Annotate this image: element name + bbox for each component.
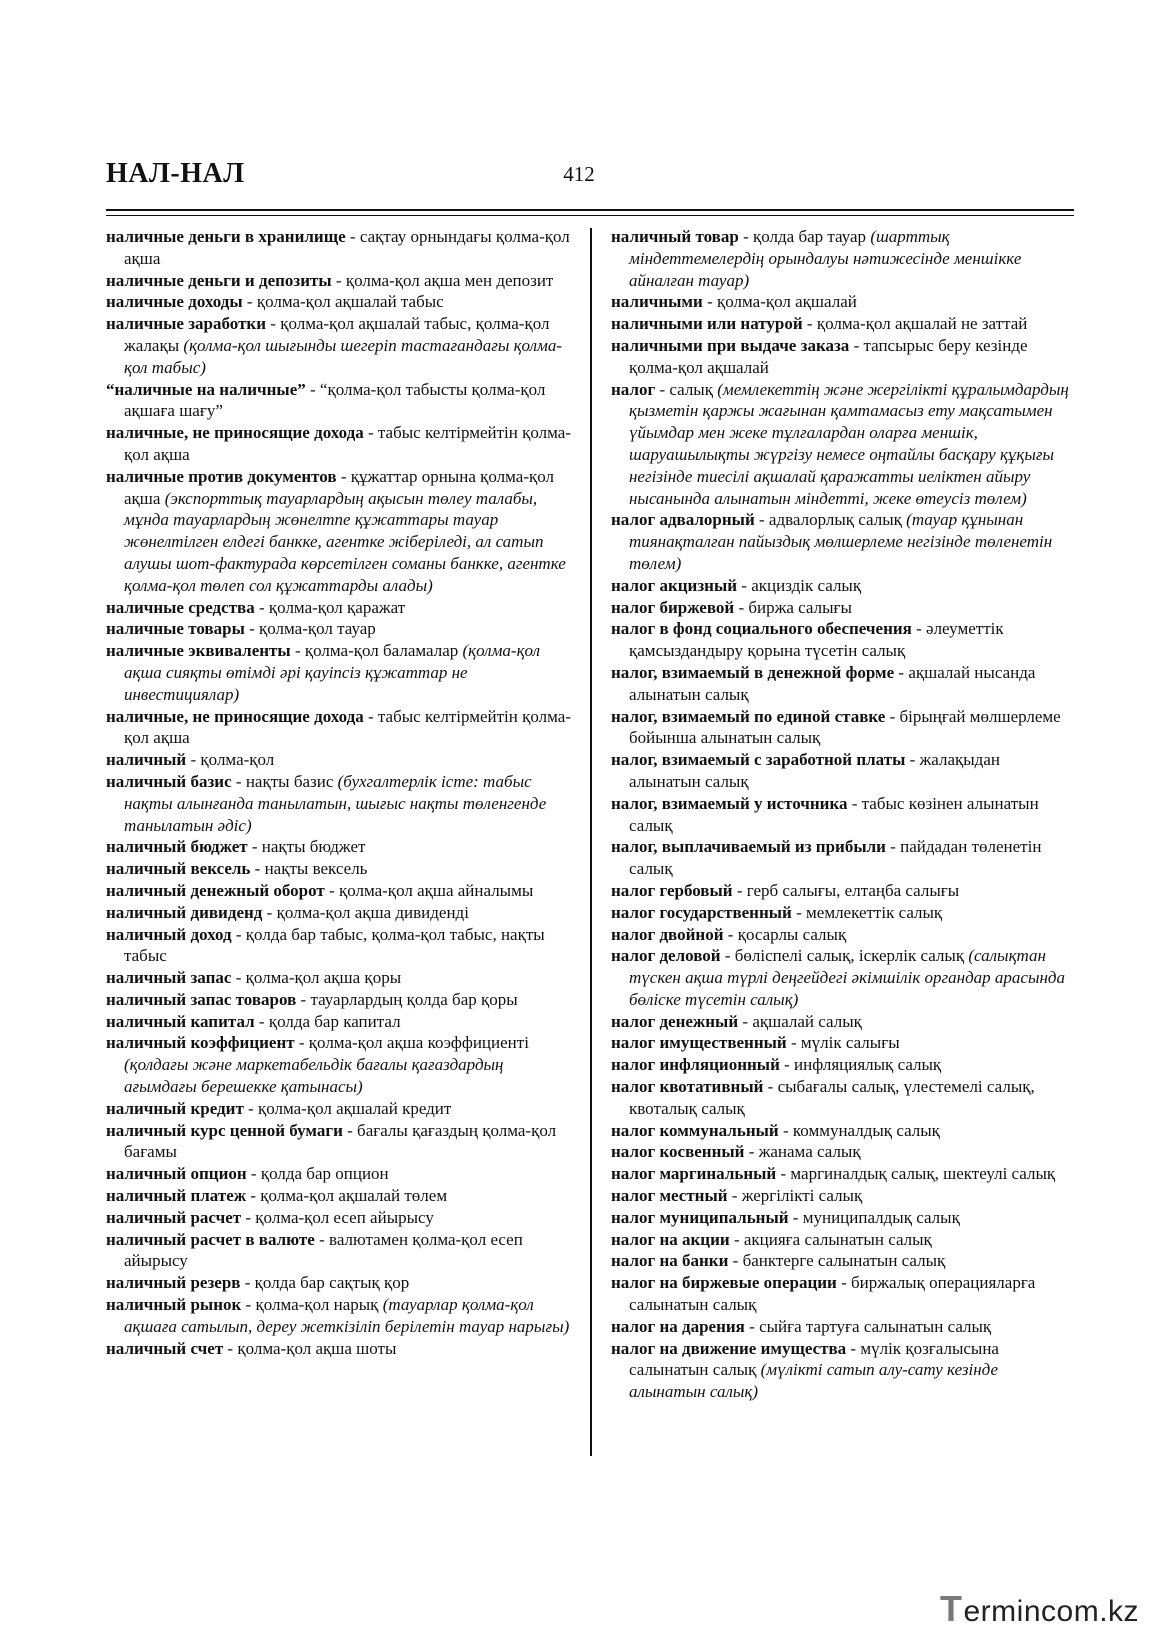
entry-definition: қолма-қол нарық xyxy=(255,1295,379,1315)
entry-term: наличные средства xyxy=(106,597,255,617)
entry-term: налог, выплачиваемый из прибыли xyxy=(611,837,886,857)
dictionary-entry: наличный платеж - қолма-қол ақшалай төлем xyxy=(106,1186,448,1206)
dictionary-entry: налог биржевой - биржа салығы xyxy=(611,597,852,617)
dictionary-entry: наличный кредит - қолма-қол ақшалай кредит xyxy=(106,1098,452,1118)
dictionary-entry: налог деловой - бөліспелі салық, іскерлік салық (салықтан түскен ақша түрлі деңгейдегі әкімшілік органдар арасында бөліске түсетін салық) xyxy=(611,946,1066,1009)
dictionary-entry: наличными или натурой - қолма-қол ақшалай не заттай xyxy=(611,314,1028,334)
entry-term: налог муниципальный xyxy=(611,1207,789,1227)
entry-term: наличные доходы xyxy=(106,292,243,312)
entry-term: налог местный xyxy=(611,1186,728,1206)
entry-definition: табыс келтірмейтін қолма-қол ақша xyxy=(124,706,571,748)
dictionary-entry: наличный денежный оборот - қолма-қол ақша айналымы xyxy=(106,880,534,900)
entry-definition: қолма-қол ақшалай не заттай xyxy=(816,314,1028,334)
entry-definition: маргиналдық салық, шектеулі салық xyxy=(790,1164,1056,1184)
entry-term: налог в фонд социального обеспечения xyxy=(611,619,912,639)
dictionary-entry: налог в фонд социального обеспечения - әлеуметтік қамсыздандыру қорына түсетін салық xyxy=(611,619,1004,661)
dictionary-entry: наличный товар - қолда бар тауар (шарттық міндеттемелердің орындалуы нәтижесінде меншікке айналған тауар) xyxy=(611,227,1022,290)
entry-term: налог на дарения xyxy=(611,1316,745,1336)
entry-definition: “қолма-қол табысты қолма-қол ақшаға шағу” xyxy=(124,379,546,421)
entry-term: налог инфляционный xyxy=(611,1055,780,1075)
entry-term: наличный xyxy=(106,750,187,770)
entry-definition: қолма-қол баламалар xyxy=(304,641,459,661)
entry-term: наличный базис xyxy=(106,771,232,791)
entry-definition: ақшалай нысанда алынатын салық xyxy=(629,662,1036,704)
entry-term: налог на движение имущества xyxy=(611,1338,847,1358)
dictionary-entry: наличный рынок - қолма-қол нарық (тауарлар қолма-қол ақшаға сатылып, дереу жеткізіліп берілетін тауар нарығы) xyxy=(106,1295,570,1336)
entry-definition: нақты вексель xyxy=(264,859,368,879)
entry-term: налог государственный xyxy=(611,902,792,922)
entry-term: налог косвенный xyxy=(611,1142,745,1162)
dictionary-entry: наличный расчет - қолма-қол есеп айырысу xyxy=(106,1207,434,1227)
dictionary-entry: наличный запас - қолма-қол ақша қоры xyxy=(106,968,402,988)
entry-definition: қолда бар опцион xyxy=(260,1164,389,1184)
entry-term: налог маргинальный xyxy=(611,1164,777,1184)
entry-term: наличными xyxy=(611,292,703,312)
dictionary-entry: налог коммунальный - коммуналдық салық xyxy=(611,1120,940,1140)
header-rule-thick xyxy=(106,209,1074,211)
entry-term: наличными при выдаче заказа xyxy=(611,335,850,355)
page-number: 412 xyxy=(563,162,595,186)
entry-term: наличный коэффициент xyxy=(106,1033,295,1053)
entry-definition: нақты бюджет xyxy=(261,837,366,857)
entry-term: наличный опцион xyxy=(106,1164,247,1184)
entry-term: налог двойной xyxy=(611,924,724,944)
entry-term: наличный резерв xyxy=(106,1273,241,1293)
dictionary-entry: наличный доход - қолда бар табыс, қолма-қол табыс, нақты табыс xyxy=(106,924,545,966)
entry-definition: мемлекеттік салық xyxy=(806,902,943,922)
entry-term: налог, взимаемый у источника xyxy=(611,793,848,813)
entry-definition: ақшалай салық xyxy=(752,1011,862,1031)
entry-definition: қолда бар капитал xyxy=(268,1011,401,1031)
entry-note: (мүлікті сатып алу-сату кезінде алынатын салық) xyxy=(629,1360,999,1402)
entry-term: налог адвалорный xyxy=(611,510,755,530)
dictionary-entry: налог квотативный - сыбағалы салық, үлестемелі салық, квоталық салық xyxy=(611,1077,1035,1118)
dictionary-entry: налог гербовый - герб салығы, елтаңба салығы xyxy=(611,880,960,900)
entry-term: наличный капитал xyxy=(106,1011,255,1031)
entry-term: наличный расчет в валюте xyxy=(106,1229,315,1249)
entry-definition: валютамен қолма-қол есеп айырысу xyxy=(124,1229,523,1271)
entry-definition: қолма-қол xyxy=(200,750,275,770)
dictionary-entry: наличные средства - қолма-қол қаражат xyxy=(106,597,406,617)
entry-definition: қолда бар тауар xyxy=(753,227,867,246)
dictionary-entry: наличными - қолма-қол ақшалай xyxy=(611,292,857,312)
dictionary-entry: налог имущественный - мүлік салығы xyxy=(611,1033,900,1053)
dictionary-entry: наличный вексель - нақты вексель xyxy=(106,859,368,879)
entry-term: наличный запас xyxy=(106,968,232,988)
left-column xyxy=(106,226,574,1359)
entry-term: налог имущественный xyxy=(611,1033,787,1053)
entry-term: наличный платеж xyxy=(106,1186,247,1206)
dictionary-entry: наличный - қолма-қол xyxy=(106,750,275,770)
dictionary-entry: наличный запас товаров - тауарлардың қолда бар қоры xyxy=(106,989,518,1009)
page-header-title: НАЛ-НАЛ xyxy=(106,158,245,189)
entry-definition: банктерге салынатын салық xyxy=(742,1251,946,1271)
entry-term: налог биржевой xyxy=(611,597,735,617)
entry-term: наличными или натурой xyxy=(611,314,803,334)
dictionary-entry: наличный капитал - қолда бар капитал xyxy=(106,1011,401,1031)
entry-term: наличные, не приносящие дохода xyxy=(106,706,364,726)
entry-term: наличные эквиваленты xyxy=(106,641,291,661)
entry-term: наличные, не приносящие дохода xyxy=(106,423,364,443)
dictionary-entry: налог денежный - ақшалай салық xyxy=(611,1011,862,1031)
entry-definition: жалақыдан алынатын салық xyxy=(629,750,1000,791)
dictionary-entry: налог на акции - акцияға салынатын салық xyxy=(611,1229,932,1249)
entry-definition: биржа салығы xyxy=(748,597,852,617)
entry-term: налог коммунальный xyxy=(611,1120,779,1140)
entry-definition: табыс келтірмейтін қолма-қол ақша xyxy=(124,423,571,464)
dictionary-entry: наличный резерв - қолда бар сақтық қор xyxy=(106,1273,410,1293)
entry-definition: қосарлы салық xyxy=(737,924,847,944)
dictionary-entry: наличный коэффициент - қолма-қол ақша коэффициенті (қолдағы және маркетабельдік бағалы қағаздардың ағымдағы берешекке қатынасы) xyxy=(106,1033,529,1097)
dictionary-entry: наличные заработки - қолма-қол ақшалай табыс, қолма-қол жалақы (қолма-қол шығынды шегеріп тастағандағы қолма-қол табыс) xyxy=(106,314,563,377)
entry-term: наличный рынок xyxy=(106,1295,242,1315)
entry-term: наличный запас товаров xyxy=(106,989,297,1009)
dictionary-entry: налог на движение имущества - мүлік қозғалысына салынатын салық (мүлікті сатып алу-сату кезінде алынатын салық) xyxy=(611,1338,999,1402)
dictionary-entry: наличные против документов - құжаттар орнына қолма-қол ақша (экспорттық тауарлардың ақысын төлеу талабы, мұнда тауарлардың жөнелтпе құжаттары тауар жөнелтілген елдегі банкке, агентке жіберіледі, ал сатып алушы шот-фактурада көрсетілген соманы банкке, агентке қолма-қол төлеп сол құжаттарды алады) xyxy=(106,466,566,595)
entry-definition: қолма-қол ақшалай табыс, қолма-қол жалақы xyxy=(124,314,550,355)
logo-mark: T xyxy=(940,1588,963,1629)
entry-definition: адвалорлық салық xyxy=(768,510,902,530)
dictionary-entry: налог на дарения - сыйға тартуға салынатын салық xyxy=(611,1316,992,1336)
entry-note: (қолдағы және маркетабельдік бағалы қағаздардың ағымдағы берешекке қатынасы) xyxy=(124,1055,504,1097)
dictionary-entry: наличный курс ценной бумаги - бағалы қағаздың қолма-қол бағамы xyxy=(106,1120,557,1162)
entry-term: наличные деньги и депозиты xyxy=(106,270,332,290)
entry-definition: қолда бар сақтық қор xyxy=(254,1273,410,1293)
dictionary-entry: наличный дивиденд - қолма-қол ақша дивиденді xyxy=(106,902,469,922)
dictionary-entry: налог инфляционный - инфляциялық салық xyxy=(611,1055,942,1075)
entry-term: налог, взимаемый в денежной форме xyxy=(611,662,895,682)
entry-definition: қолма-қол есеп айырысу xyxy=(255,1207,434,1227)
dictionary-entry: налог, взимаемый у источника - табыс көзінен алынатын салық xyxy=(611,793,1039,835)
dictionary-entry: налог акцизный - акциздік салық xyxy=(611,575,862,595)
dictionary-entry: налог косвенный - жанама салық xyxy=(611,1142,861,1162)
entry-term: наличные заработки xyxy=(106,314,267,334)
dictionary-entry: налог - салық (мемлекеттің және жергілікті құралымдардың қызметін қаржы жағынан қамтамасыз ету мақсатымен үйымдар мен жеке тұлғалардан оларға меншік, шаруашылықты жүргізу немесе оңтайлы басқару құқығы негізінде тиесілі ақшалай қаражатты иеліктен айыру нысанында алынатын міндетті, жеке өтеусіз төлем) xyxy=(611,379,1069,508)
entry-definition: қолма-қол ақшалай кредит xyxy=(257,1098,452,1118)
entry-definition: табыс көзінен алынатын салық xyxy=(629,793,1039,835)
dictionary-entry: наличными при выдаче заказа - тапсырыс беру кезінде қолма-қол ақшалай xyxy=(611,335,1028,377)
dictionary-entry: налог, взимаемый с заработной платы - жалақыдан алынатын салық xyxy=(611,750,1000,791)
dictionary-entry: наличные деньги и депозиты - қолма-қол ақша мен депозит xyxy=(106,270,554,290)
entry-term: налог деловой xyxy=(611,946,721,966)
entry-definition: тапсырыс беру кезінде қолма-қол ақшалай xyxy=(629,335,1028,377)
entry-term: наличный кредит xyxy=(106,1098,244,1118)
entry-note: (экспорттық тауарлардың ақысын төлеу талабы, мұнда тауарлардың жөнелтпе құжаттары тауар жөнелтілген елдегі банкке, агентке жіберіледі, ал сатып алушы шот-фактурада көрсетілген соманы банкке, агентке қолма-қол төлеп сол құжаттарды алады) xyxy=(124,488,566,595)
entry-definition: акцияға салынатын салық xyxy=(743,1229,932,1249)
entry-note: (мемлекеттің және жергілікті құралымдардың қызметін қаржы жағынан қамтамасыз ету мақсатымен үйымдар мен жеке тұлғалардан оларға меншік, шаруашылықты жүргізу немесе оңтайлы басқару құқығы негізінде тиесілі ақшалай қаражатты иеліктен айыру нысанында алынатын міндетті, жеке өтеусіз төлем) xyxy=(629,379,1069,508)
entry-definition: қолма-қол ақша дивиденді xyxy=(276,902,469,922)
entry-note: (тауар құнынан тиянақталған пайыздық мөлшерлеме негізінде төленетін төлем) xyxy=(629,510,1053,573)
entry-definition: мүлік салығы xyxy=(800,1033,900,1053)
entry-definition: сыйға тартуға салынатын салық xyxy=(759,1316,992,1336)
dictionary-entry: наличный счет - қолма-қол ақша шоты xyxy=(106,1338,397,1358)
dictionary-entry: наличные товары - қолма-қол тауар xyxy=(106,619,376,639)
entry-definition: акциздік салық xyxy=(751,575,862,595)
entry-definition: тауарлардың қолда бар қоры xyxy=(310,989,518,1009)
entry-term: “наличные на наличные” xyxy=(106,379,306,399)
entry-term: наличные деньги в хранилище xyxy=(106,227,346,246)
entry-term: наличный счет xyxy=(106,1338,224,1358)
entry-definition: нақты базис xyxy=(245,771,334,791)
entry-note: (салықтан түскен ақша түрлі деңгейдегі әкімшілік органдар арасында бөліске түсетін салық) xyxy=(629,946,1066,1009)
entry-definition: әлеуметтік қамсыздандыру қорына түсетін салық xyxy=(629,619,1004,661)
entry-definition: коммуналдық салық xyxy=(792,1120,940,1140)
dictionary-entry: наличные, не приносящие дохода - табыс келтірмейтін қолма-қол ақша xyxy=(106,423,571,464)
entry-term: налог на акции xyxy=(611,1229,730,1249)
entry-definition: герб салығы, елтаңба салығы xyxy=(746,880,960,900)
entry-term: наличный доход xyxy=(106,924,232,944)
entry-term: наличный расчет xyxy=(106,1207,242,1227)
entry-definition: биржалық операцияларға салынатын салық xyxy=(629,1273,1036,1315)
dictionary-entry: налог, взимаемый в денежной форме - ақшалай нысанда алынатын салық xyxy=(611,662,1036,704)
dictionary-entry: налог государственный - мемлекеттік салық xyxy=(611,902,943,922)
dictionary-entry: налог, взимаемый по единой ставке - бірыңғай мөлшерлеме бойынша алынатын салық xyxy=(611,706,1061,748)
entry-note: (қолма-қол ақша сияқты өтімді әрі қауіпсіз құжаттар не инвестициялар) xyxy=(124,641,541,704)
entry-definition: қолма-қол тауар xyxy=(259,619,376,639)
dictionary-entry: наличные, не приносящие дохода - табыс келтірмейтін қолма-қол ақша xyxy=(106,706,571,748)
entry-term: налог акцизный xyxy=(611,575,738,595)
entry-definition: қолма-қол ақша шоты xyxy=(237,1338,397,1358)
entry-term: наличный денежный оборот xyxy=(106,880,325,900)
entry-term: наличный курс ценной бумаги xyxy=(106,1120,343,1140)
entry-note: (шарттық міндеттемелердің орындалуы нәтижесінде меншікке айналған тауар) xyxy=(629,227,1022,290)
entry-definition: қолма-қол ақшалай төлем xyxy=(260,1186,448,1206)
entry-definition: бөліспелі салық, іскерлік салық xyxy=(734,946,965,966)
dictionary-entry: налог на банки - банктерге салынатын салық xyxy=(611,1251,946,1271)
entry-term: налог денежный xyxy=(611,1011,739,1031)
entry-definition: жанама салық xyxy=(758,1142,861,1162)
dictionary-entry: наличные деньги в хранилище - сақтау орнындағы қолма-қол ақша xyxy=(106,227,570,268)
entry-term: налог, взимаемый с заработной платы xyxy=(611,750,906,770)
entry-definition: қолма-қол ақша мен депозит xyxy=(345,270,554,290)
dictionary-entry: налог маргинальный - маргиналдық салық, шектеулі салық xyxy=(611,1164,1056,1184)
entry-term: наличные против документов xyxy=(106,466,337,486)
entry-term: налог, взимаемый по единой ставке xyxy=(611,706,886,726)
entry-note: (қолма-қол шығынды шегеріп тастағандағы қолма-қол табыс) xyxy=(124,335,563,377)
entry-definition: құжаттар орнына қолма-қол ақша xyxy=(124,466,555,508)
entry-term: налог квотативный xyxy=(611,1077,764,1097)
entry-term: наличный вексель xyxy=(106,859,251,879)
entry-definition: сыбағалы салық, үлестемелі салық, квоталық салық xyxy=(629,1077,1035,1118)
dictionary-entry: наличный опцион - қолда бар опцион xyxy=(106,1164,389,1184)
entry-definition: қолма-қол ақша айналымы xyxy=(338,880,534,900)
entry-note: (бухгалтерлік істе: табыс нақты алынғанда танылатын, шығыс нақты төленгенде танылатын әдіс) xyxy=(124,771,547,835)
termincom-logo xyxy=(940,1588,1139,1630)
dictionary-entry: налог двойной - қосарлы салық xyxy=(611,924,847,944)
entry-definition: мүлік қозғалысына салынатын салық xyxy=(629,1338,999,1380)
dictionary-entry: налог муниципальный - муниципалдық салық xyxy=(611,1207,960,1227)
dictionary-entry: налог, выплачиваемый из прибыли - пайдадан төленетін салық xyxy=(611,837,1042,879)
entry-definition: пайдадан төленетін салық xyxy=(629,837,1042,879)
entry-term: налог xyxy=(611,379,656,399)
dictionary-entry: “наличные на наличные” - “қолма-қол табысты қолма-қол ақшаға шағу” xyxy=(106,379,546,421)
entry-definition: қолда бар табыс, қолма-қол табыс, нақты табыс xyxy=(124,924,545,966)
entry-definition: бағалы қағаздың қолма-қол бағамы xyxy=(124,1120,557,1162)
entry-definition: жергілікті салық xyxy=(741,1186,863,1206)
dictionary-entry: наличные эквиваленты - қолма-қол баламалар (қолма-қол ақша сияқты өтімді әрі қауіпсіз құжаттар не инвестициялар) xyxy=(106,641,541,704)
entry-definition: қолма-қол ақша қоры xyxy=(245,968,402,988)
entry-definition: қолма-қол ақша коэффициенті xyxy=(308,1033,529,1053)
entry-term: налог на банки xyxy=(611,1251,729,1271)
dictionary-entry: налог местный - жергілікті салық xyxy=(611,1186,863,1206)
dictionary-entry: налог на биржевые операции - биржалық операцияларға салынатын салық xyxy=(611,1273,1036,1315)
dictionary-entry: наличные доходы - қолма-қол ақшалай табыс xyxy=(106,292,444,312)
dictionary-entry: наличный бюджет - нақты бюджет xyxy=(106,837,366,857)
right-column xyxy=(611,226,1073,1403)
entry-definition: инфляциялық салық xyxy=(794,1055,942,1075)
entry-term: налог гербовый xyxy=(611,880,733,900)
entry-term: наличный дивиденд xyxy=(106,902,263,922)
entry-definition: салық xyxy=(669,379,713,399)
entry-term: налог на биржевые операции xyxy=(611,1273,837,1293)
entry-definition: муниципалдық салық xyxy=(802,1207,960,1227)
entry-definition: қолма-қол қаражат xyxy=(268,597,406,617)
entry-definition: қолма-қол ақшалай табыс xyxy=(256,292,444,312)
entry-term: наличные товары xyxy=(106,619,245,639)
entry-definition: қолма-қол ақшалай xyxy=(716,292,857,312)
dictionary-entry: наличный базис - нақты базис (бухгалтерлік істе: табыс нақты алынғанда танылатын, шығыс нақты төленгенде танылатын әдіс) xyxy=(106,771,547,835)
header-rule-thin xyxy=(106,215,1074,216)
entry-term: наличный товар xyxy=(611,227,739,246)
entry-definition: бірыңғай мөлшерлеме бойынша алынатын салық xyxy=(629,706,1061,748)
logo-text: ermincom.kz xyxy=(963,1595,1140,1628)
entry-note: (тауарлар қолма-қол ақшаға сатылып, дереу жеткізіліп берілетін тауар нарығы) xyxy=(124,1295,570,1336)
dictionary-entry: наличный расчет в валюте - валютамен қолма-қол есеп айырысу xyxy=(106,1229,523,1271)
entry-definition: сақтау орнындағы қолма-қол ақша xyxy=(124,227,570,268)
column-divider xyxy=(590,228,592,1456)
dictionary-entry: налог адвалорный - адвалорлық салық (тауар құнынан тиянақталған пайыздық мөлшерлеме негізінде төленетін төлем) xyxy=(611,510,1053,573)
entry-term: наличный бюджет xyxy=(106,837,248,857)
